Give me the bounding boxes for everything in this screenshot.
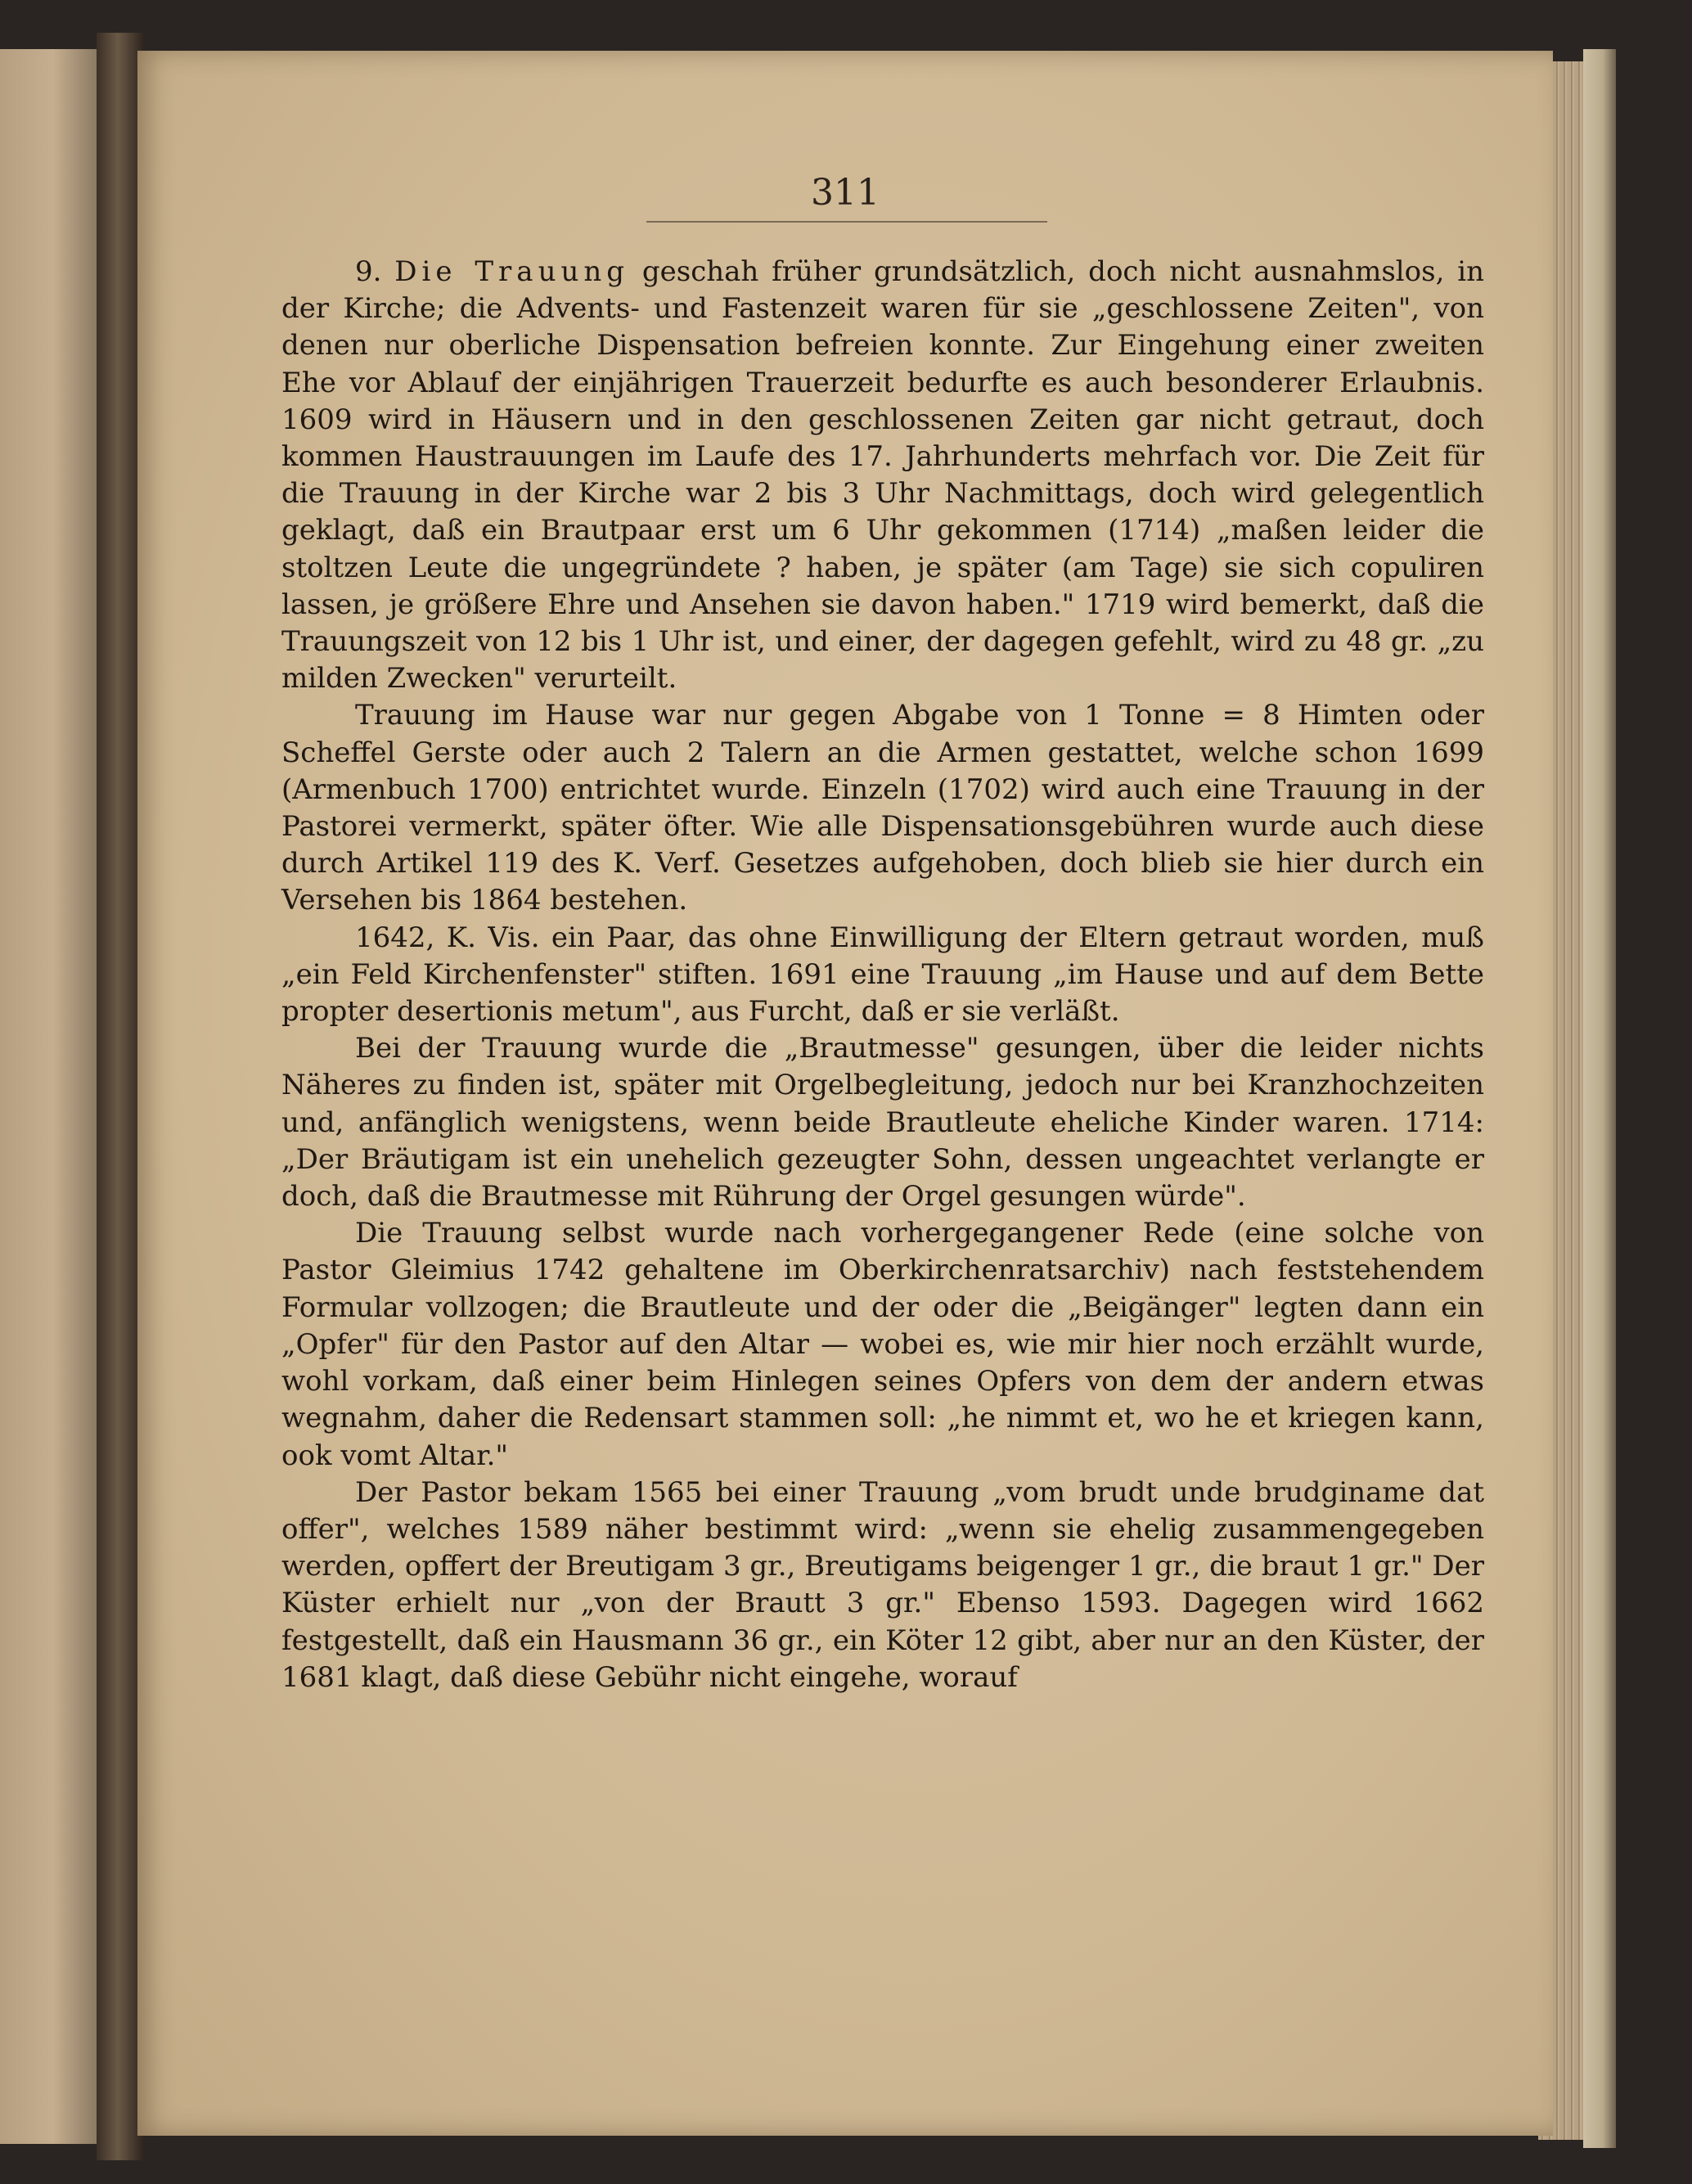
paragraph-1 <box>281 254 1484 697</box>
paragraph-2: Trauung im Hause war nur gegen Abgabe von 1 Tonne = 8 Himten oder Scheffel Gerste oder auch 2 Talern an die Armen gestattet, welche schon 1699 (Armenbuch 1700) entrichtet wurde. Einzeln (1702) wird auch eine Trauung in der Pastorei vermerkt, später öfter. Wie alle Dispensationsgebühren wurde auch diese durch Artikel 119 des K. Verf. Gesetzes aufgehoben, doch blieb sie hier durch ein Versehen bis 1864 bestehen. <box>281 699 1484 917</box>
book-cover-edge <box>1583 49 1616 2148</box>
paragraph-3: 1642, K. Vis. ein Paar, das ohne Einwilligung der Eltern getraut worden, muß „ein Feld Kirchenfenster" stiften. 1691 eine Trauung „im Hause und auf dem Bette propter desertionis metum", aus Furcht, daß er sie verläßt. <box>281 921 1484 1029</box>
left-page-edge <box>0 49 97 2144</box>
paragraph-1-text: geschah früher grundsätzlich, doch nicht ausnahmslos, in der Kirche; die Advents- und Fastenzeit waren für sie „geschlossene Zeiten", von denen nur oberliche Dispensation befreien konnte. Zur Eingehung einer zweiten Ehe vor Ablauf der einjährigen Trauerzeit bedurfte es auch besonderer Erlaubnis. 1609 wird in Häusern und in den geschlossenen Zeiten gar nicht getraut, doch kommen Haustrauungen im Laufe des 17. Jahrhunderts mehrfach vor. Die Zeit für die Trauung in der Kirche war 2 bis 3 Uhr Nachmittags, doch wird gelegentlich geklagt, daß ein Brautpaar erst um 6 Uhr gekommen (1714) „maßen leider die stoltzen Leute die ungegründete ? haben, je später (am Tage) sie sich copuliren lassen, je größere Ehre und Ansehen sie davon haben." 1719 wird bemerkt, daß die Trauungszeit von 12 bis 1 Uhr ist, und einer, der dagegen gefehlt, wird zu 48 gr. „zu milden Zwecken" verurteilt. <box>281 255 1484 696</box>
header-rule <box>646 221 1047 223</box>
page-number: 311 <box>811 172 880 214</box>
paragraph-4: Bei der Trauung wurde die „Brautmesse" gesungen, über die leider nichts Näheres zu finden ist, später mit Orgelbegleitung, jedoch nur bei Kranzhochzeiten und, anfänglich wenigstens, wenn beide Brautleute eheliche Kinder waren. 1714: „Der Bräutigam ist ein unehelich gezeugter Sohn, dessen ungeachtet verlangte er doch, daß die Brautmesse mit Rührung der Orgel gesungen würde". <box>281 1032 1484 1214</box>
body-text <box>281 254 1484 1696</box>
paragraph-1-number: 9. <box>355 255 395 288</box>
paragraph-5: Die Trauung selbst wurde nach vorhergegangener Rede (eine solche von Pastor Gleimius 1742 gehaltene im Oberkirchenratsarchiv) nach feststehendem Formular vollzogen; die Brautleute und der oder die „Beigänger" legten dann ein „Opfer" für den Pastor auf den Altar — wobei es, wie mir hier noch erzählt wurde, wohl vorkam, daß einer beim Hinlegen seines Opfers von dem der andern etwas wegnahm, daher die Redensart stammen soll: „he nimmt et, wo he et kriegen kann, ook vomt Altar." <box>281 1217 1484 1472</box>
book-page <box>137 51 1553 2136</box>
paragraph-6: Der Pastor bekam 1565 bei einer Trauung „vom brudt unde brudginame dat offer", welches 1589 näher bestimmt wird: „wenn sie ehelig zusammengegeben werden, opffert der Breutigam 3 gr., Breutigams beigenger 1 gr., die braut 1 gr." Der Küster erhielt nur „von der Brautt 3 gr." Ebenso 1593. Dagegen wird 1662 festgestellt, daß ein Hausmann 36 gr., ein Köter 12 gibt, aber nur an den Küster, der 1681 klagt, daß diese Gebühr nicht eingehe, worauf <box>281 1475 1484 1694</box>
section-heading: Die Trauung <box>394 255 630 288</box>
